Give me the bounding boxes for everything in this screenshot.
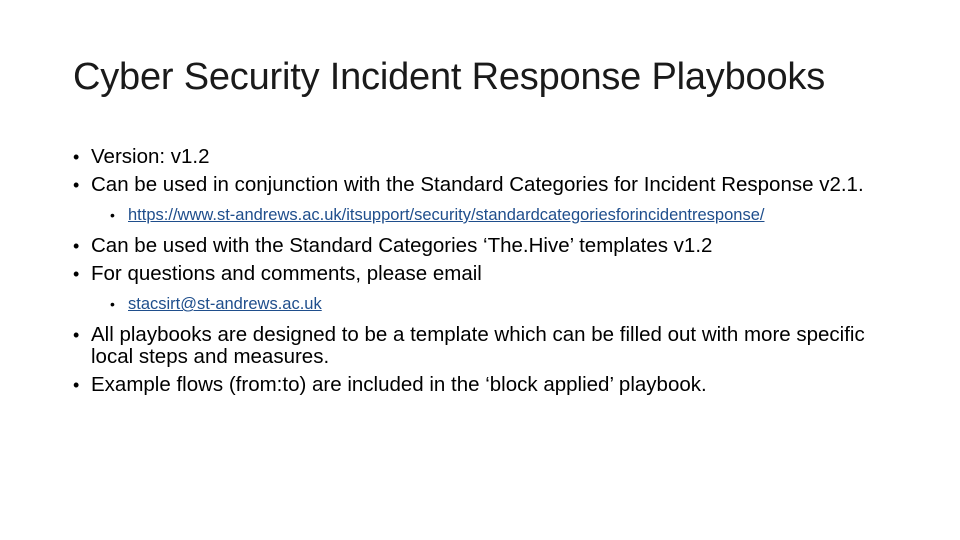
sub-bullet-link [110, 206, 893, 225]
bullet-standard-categories [73, 174, 893, 196]
bullet-text: Example flows (from:to) are included in the ‘block applied’ playbook. [91, 373, 707, 396]
bullet-example-flows [73, 374, 893, 396]
bullet-icon: • [73, 375, 80, 395]
bullet-icon: • [73, 325, 80, 345]
slide-title: Cyber Security Incident Response Playbooks [73, 56, 825, 98]
slide-body [73, 146, 893, 402]
bullet-thehive-templates [73, 235, 893, 257]
bullet-icon: • [110, 296, 115, 312]
bullet-text: Version: v1.2 [91, 145, 210, 168]
bullet-icon: • [73, 236, 80, 256]
bullet-icon: • [73, 264, 80, 284]
sub-bullet-email [110, 295, 893, 314]
bullet-playbooks-template [73, 324, 893, 368]
standard-categories-link[interactable]: https://www.st-andrews.ac.uk/itsupport/security/standardcategoriesforincidentresponse/ [128, 206, 765, 224]
bullet-version [73, 146, 893, 168]
bullet-text: Can be used in conjunction with the Standard Categories for Incident Response v2.1. [91, 173, 864, 196]
bullet-icon: • [73, 147, 80, 167]
bullet-icon: • [73, 175, 80, 195]
bullet-text: All playbooks are designed to be a template which can be filled out with more specific local steps and measures. [91, 323, 865, 368]
bullet-text: For questions and comments, please email [91, 262, 482, 285]
bullet-text: Can be used with the Standard Categories ‘The.Hive’ templates v1.2 [91, 234, 713, 257]
email-link[interactable]: stacsirt@st-andrews.ac.uk [128, 295, 322, 313]
bullet-questions [73, 263, 893, 285]
bullet-icon: • [110, 207, 115, 223]
